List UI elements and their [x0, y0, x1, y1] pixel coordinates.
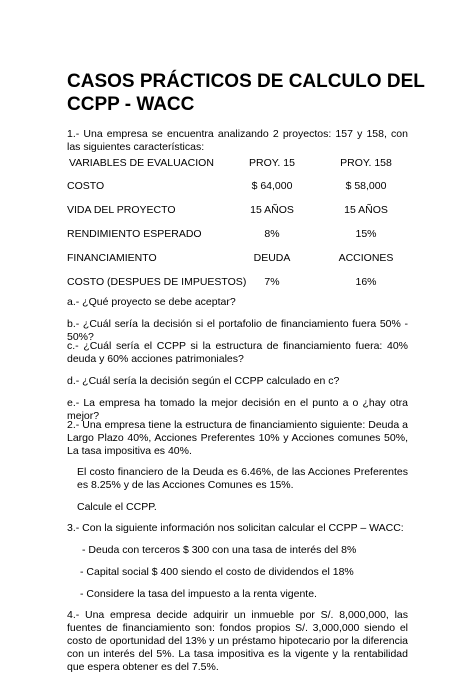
question-3-item-capital: - Capital social $ 400 siendo el costo de dividendos el 18% [80, 566, 354, 578]
table-cell-label: COSTO (DESPUES DE IMPUESTOS) [67, 276, 247, 288]
table-header-proy-15: PROY. 15 [249, 157, 295, 169]
table-row [67, 180, 408, 193]
question-3-intro: 3.- Con la siguiente información nos solicitan calcular el CCPP – WACC: [67, 522, 404, 534]
title-line-1: CASOS PRÁCTICOS DE CALCULO DEL [67, 71, 425, 92]
table-header-variables: VARIABLES DE EVALUACION [69, 157, 214, 169]
question-2-costs: El costo financiero de la Deuda es 6.46%, de las Acciones Preferentes es 8.25% y de las Acciones Comunes es 15%. [77, 466, 408, 491]
table-cell-proy-15: 7% [264, 276, 280, 288]
question-3-item-tax: - Considere la tasa del impuesto a la renta vigente. [80, 588, 317, 600]
table-row [67, 276, 408, 289]
table-row [67, 252, 408, 265]
question-1e: e.- La empresa ha tomado la mejor decisión en el punto a o ¿hay otra mejor? [67, 397, 408, 422]
table-header-row [67, 157, 408, 170]
question-1a: a.- ¿Qué proyecto se debe aceptar? [67, 296, 236, 308]
table-row [67, 204, 408, 217]
table-cell-label: FINANCIAMIENTO [67, 252, 157, 264]
table-cell-proy-158: ACCIONES [338, 252, 394, 264]
title-line-2: CCPP - WACC [67, 94, 195, 115]
question-1c: c.- ¿Cuál sería el CCPP si la estructura de financiamiento fuera: 40% deuda y 60% acciones patrimoniales? [67, 340, 408, 365]
question-1d: d.- ¿Cuál sería la decisión según el CCPP calculado en c? [67, 375, 340, 387]
table-cell-proy-158: 15 AÑOS [344, 204, 388, 216]
table-cell-proy-158: $ 58,000 [345, 180, 387, 192]
table-cell-proy-15: $ 64,000 [251, 180, 293, 192]
table-cell-label: VIDA DEL PROYECTO [67, 204, 176, 216]
table-cell-proy-15: 8% [264, 228, 280, 240]
table-cell-proy-158: 16% [355, 276, 377, 288]
question-1-intro: 1.- Una empresa se encuentra analizando 2 proyectos: 157 y 158, con las siguientes características: [67, 128, 408, 153]
table-header-proy-158: PROY. 158 [340, 157, 392, 169]
question-2-instruction: Calcule el CCPP. [77, 501, 157, 513]
question-3-item-debt: - Deuda con terceros $ 300 con una tasa de interés del 8% [82, 544, 357, 556]
table-cell-proy-158: 15% [355, 228, 377, 240]
question-1b: b.- ¿Cuál sería la decisión si el portafolio de financiamiento fuera 50% - 50%? [67, 318, 408, 343]
table-cell-proy-15: DEUDA [253, 252, 291, 264]
table-cell-proy-15: 15 AÑOS [250, 204, 294, 216]
table-cell-label: RENDIMIENTO ESPERADO [67, 228, 202, 240]
question-4: 4.- Una empresa decide adquirir un inmueble por S/. 8,000,000, las fuentes de financiamiento son: fondos propios S/. 3,000,000 siendo el costo de oportunidad del 13% y un préstamo hipotecario por la diferencia con un interés del 5%. La tasa impositiva es la vigente y la rentabilidad que espera obtener es del 7.5%. [67, 609, 408, 673]
question-2-intro: 2.- Una empresa tiene la estructura de financiamiento siguiente: Deuda a Largo Plazo 40%, Acciones Preferentes 10% y Acciones comunes 50%, La tasa impositiva es 40%. [67, 419, 408, 457]
document-title [67, 70, 427, 116]
table-row [67, 228, 408, 241]
table-cell-label: COSTO [67, 180, 105, 192]
